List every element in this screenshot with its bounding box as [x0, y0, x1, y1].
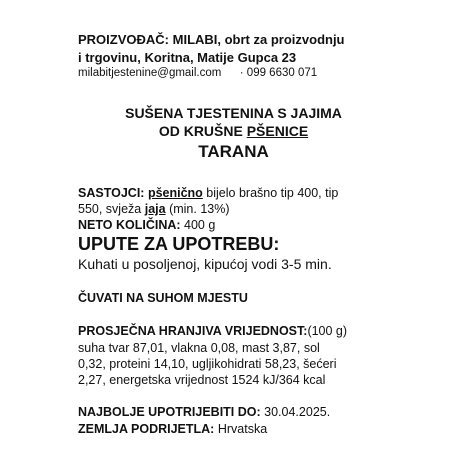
allergen-eggs: jaja: [144, 202, 166, 216]
producer-phone: 099 6630 071: [246, 67, 318, 79]
ingredients-text-1: bijelo brašno tip 400, tip: [206, 186, 339, 200]
producer-line-1: [78, 33, 345, 46]
producer-email: milabitjestenine@gmail.com: [78, 67, 222, 79]
ingredients-text-2: 550, svježa: [78, 202, 142, 216]
ingredients-line-2: [78, 203, 230, 216]
nutrition-label: PROSJEČNA HRANJIVA VRIJEDNOST:: [78, 324, 308, 338]
allergen-wheat: pšenično: [147, 186, 203, 200]
nutrition-line-2: 0,32, proteini 14,10, ugljikohidrati 58,23, šećeri: [78, 357, 337, 371]
best-before-value: 30.04.2025.: [264, 405, 331, 419]
origin-value: Hrvatska: [217, 422, 268, 436]
nutrition-line-1: suha tvar 87,01, vlakna 0,08, mast 3,87, sol: [78, 341, 320, 355]
ingredients-label: SASTOJCI:: [78, 186, 145, 200]
product-name: TARANA: [198, 142, 269, 161]
nutrition-header: [78, 325, 347, 338]
producer-address: i trgovinu, Koritna, Matije Gupca 23: [78, 50, 297, 65]
product-title-line-1: SUŠENA TJESTENINA S JAJIMA: [125, 105, 342, 121]
contact-separator: ·: [239, 67, 244, 79]
nutrition-basis: (100 g): [307, 324, 348, 338]
net-value: 400 g: [184, 218, 216, 232]
best-before: [78, 406, 330, 419]
title-prefix: OD KRUŠNE: [158, 123, 247, 139]
ingredients-line-1: [78, 187, 338, 200]
net-label: NETO KOLIČINA:: [78, 218, 181, 232]
country-of-origin: [78, 423, 267, 436]
nutrition-line-3: 2,27, energetska vrijednost 1524 kJ/364 kcal: [78, 373, 326, 387]
instructions-text: Kuhati u posoljenoj, kipućoj vodi 3-5 min.: [78, 256, 332, 272]
product-title-line-2: [0, 124, 467, 138]
producer-contact: [78, 68, 317, 80]
ingredients-text-3: (min. 13%): [169, 202, 230, 216]
producer-label: PROIZVOĐAČ:: [78, 32, 169, 47]
origin-label: ZEMLJA PODRIJETLA:: [78, 422, 215, 436]
best-before-label: NAJBOLJE UPOTRIJEBITI DO:: [78, 405, 261, 419]
instructions-title: UPUTE ZA UPOTREBU:: [78, 234, 280, 254]
title-allergen: PŠENICE: [246, 123, 309, 139]
storage-note: ČUVATI NA SUHOM MJESTU: [78, 291, 248, 305]
producer-name: MILABI, obrt za proizvodnju: [172, 32, 345, 47]
net-quantity: [78, 219, 215, 232]
